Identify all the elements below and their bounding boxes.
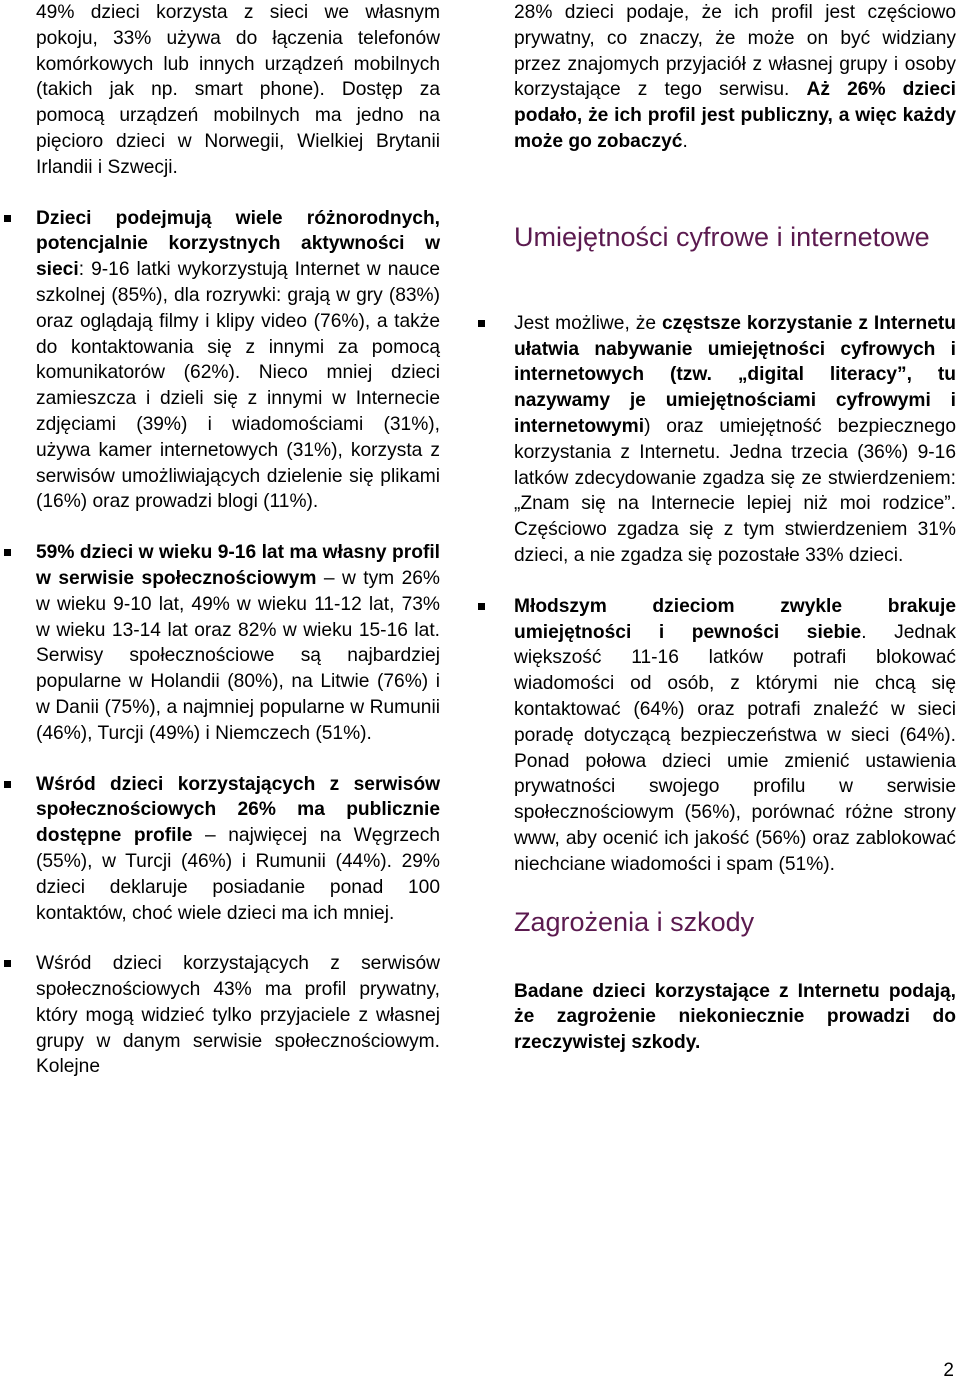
square-bullet-icon [4, 549, 11, 556]
square-bullet-icon [478, 320, 485, 327]
bullet-digital-literacy: Jest możliwe, że częstsze korzystanie z Internetu ułatwia nabywanie umiejętności cyfrowych i internetowych (tzw. „digital literacy”, tu nazywamy je umiejętnościami cyfrowymi i internetowymi) oraz umiejętność bezpiecznego korzystania z Internetu. Jedna trzecia (36%) 9-16 latków zdecydowanie zgadza się ze stwierdzeniem: „Znam się na Internecie lepiej niż moi rodzice”. Częściowo zgadza się z tym stwierdzeniem 31% dzieci, a nie zgadza się pozostałe 33% dzieci. [514, 311, 956, 569]
page-number: 2 [943, 1360, 954, 1381]
square-bullet-icon [4, 215, 11, 222]
intro-paragraph: 49% dzieci korzysta z sieci we własnym pokoju, 33% używa do łączenia telefonów komórkowych lub innych urządzeń mobilnych (takich jak np. smart phone). Dostęp za pomocą urządzeń mobilnych ma jedno na pięcioro dzieci w Norwegii, Wielkiej Brytanii Irlandii i Szwecji. [36, 2, 440, 178]
square-bullet-icon [478, 603, 485, 610]
square-bullet-icon [4, 960, 11, 967]
bullet-social-profile: 59% dzieci w wieku 9-16 lat ma własny profil w serwisie społecznościowym – w tym 26% w wieku 9-10 lat, 49% w wieku 11-12 lat, 73% w wieku 13-14 lat oraz 82% w wieku 15-16 lat. Serwisy społecznościowe są najbardziej popularne w Holandii (80%), na Litwie (76%) i w Danii (75%), a najmniej popularne w Rumunii (46%), Turcji (49%) i Niemczech (51%). [36, 540, 440, 746]
left-column [36, 0, 440, 1080]
closing-paragraph: Badane dzieci korzystające z Internetu podają, że zagrożenie niekoniecznie prowadzi do rzeczywistej szkody. [514, 980, 956, 1054]
right-column [514, 0, 956, 1056]
heading-risks: Zagrożenia i szkody [514, 906, 755, 937]
bullet-public-profiles: Wśród dzieci korzystających z serwisów społecznościowych 26% ma publicznie dostępne profile – najwięcej na Węgrzech (55%), w Turcji (46%) i Rumunii (44%). 29% dzieci deklaruje posiadanie ponad 100 kontaktów, choć wiele dzieci ma ich mniej. [36, 772, 440, 927]
bullet-private-profiles: Wśród dzieci korzystających z serwisów społecznościowych 43% ma profil prywatny, który mogą widzieć tylko przyjaciele z własnej grupy w danym serwisie społecznościowym. Kolejne [36, 951, 440, 1080]
bullet-younger-children: Młodszym dzieciom zwykle brakuje umiejętności i pewności siebie. Jednak większość 11-16 latków potrafi blokować wiadomości od osób, z którymi nie chcą się kontaktować (64%) oraz potrafi znaleźć w sieci poradę dotyczącą bezpieczeństwa w sieci (64%). Ponad połowa dzieci umie zmienić ustawienia prywatności swojego profilu w serwisie społecznościowym (56%), porównać różne strony www, aby ocenić ich jakość (56%) oraz zablokować niechciane wiadomości i spam (51%). [514, 594, 956, 878]
bullet-activities: Dzieci podejmują wiele różnorodnych, potencjalnie korzystnych aktywności w sieci: 9-16 latki wykorzystują Internet w nauce szkolnej (85%), dla rozrywki: grają w gry (83%) oraz oglądają filmy i klipy video (76%), a także do kontaktowania się z innymi za pomocą komunikatorów (62%). Nieco mniej dzieci zamieszcza i dzieli się z innymi w Internecie zdjęciami (39%) i wiadomościami (31%), używa kamer internetowych (31%), korzysta z serwisów umożliwiających dzielenie się plikami (16%) oraz prowadzi blogi (11%). [36, 206, 440, 516]
continued-paragraph: 28% dzieci podaje, że ich profil jest częściowo prywatny, co znaczy, że może on być widziany przez znajomych przyjaciół z własnej grupy i osoby korzystające z tego serwisu. Aż 26% dzieci podało, że ich profil jest publiczny, a więc każdy może go zobaczyć. [514, 2, 956, 152]
heading-digital-skills: Umiejętności cyfrowe i internetowe [514, 221, 930, 252]
square-bullet-icon [4, 781, 11, 788]
